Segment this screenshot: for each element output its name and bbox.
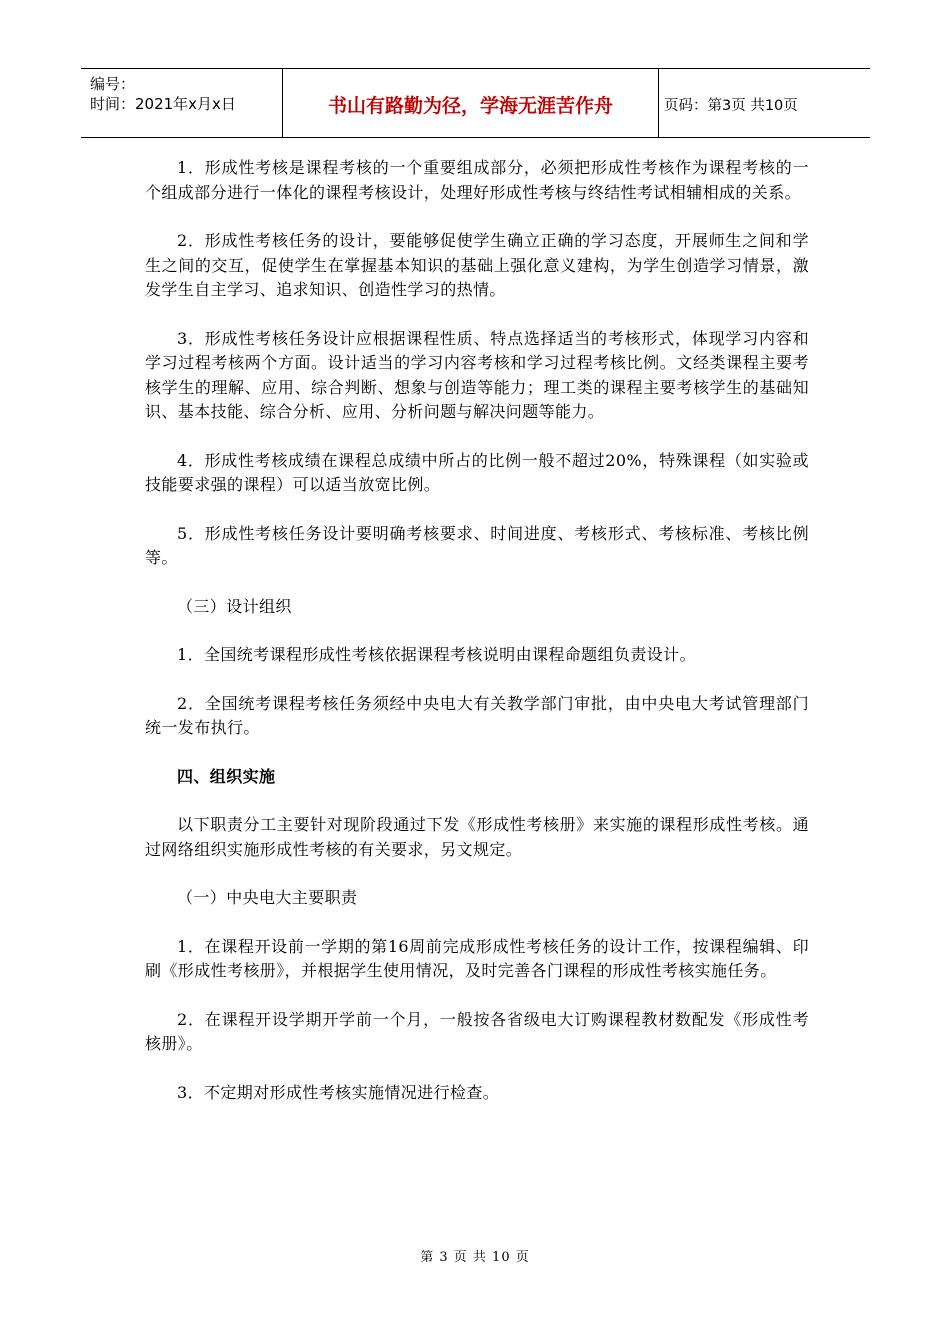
header-motto-cell — [283, 69, 659, 137]
header-page-info: 页码：第3页 共10页 — [664, 98, 798, 114]
header-meta — [81, 69, 283, 137]
page-footer: 第 3 页 共 10 页 — [420, 1250, 530, 1265]
paragraph-4: 4．形成性考核成绩在课程总成绩中所占的比例一般不超过20%，特殊课程（如实验或技能要求强的课程）可以适当放宽比例。 — [145, 450, 809, 494]
document-body — [145, 156, 809, 1129]
paragraph-10: 2．在课程开设学期开学前一个月，一般按各省级电大订购课程教材数配发《形成性考核册》。 — [145, 1009, 809, 1053]
paragraph-6: 1．全国统考课程形成性考核依据课程考核说明由课程命题组负责设计。 — [177, 645, 696, 664]
paragraph-3: 3．形成性考核任务设计应根据课程性质、特点选择适当的考核形式，体现学习内容和学习过程考核两个方面。设计适当的学习内容考核和学习过程考核比例。文经类课程主要考核学生的理解、应用、综合判断、想象与创造等能力；理工类的课程主要考核学生的基础知识、基本技能、综合分析、应用、分析问题与解决问题等能力。 — [145, 328, 809, 421]
page-header — [81, 68, 870, 138]
header-motto: 书山有路勤为径，学海无涯苦作舟 — [327, 95, 613, 117]
number-label: 编号： — [90, 75, 136, 93]
subheading-central-duties: （一）中央电大主要职责 — [177, 888, 358, 907]
time-label: 时间：2021年x月x日 — [90, 95, 236, 113]
paragraph-5: 5．形成性考核任务设计要明确考核要求、时间进度、考核形式、考核标准、考核比例等。 — [145, 523, 809, 567]
section-heading-implementation: 四、组织实施 — [177, 766, 276, 786]
paragraph-11: 3．不定期对形成性考核实施情况进行检查。 — [177, 1082, 500, 1102]
paragraph-1: 1．形成性考核是课程考核的一个重要组成部分，必须把形成性考核作为课程考核的一个组成部分进行一体化的课程考核设计，处理好形成性考核与终结性考试相辅相成的关系。 — [145, 158, 809, 202]
paragraph-8: 以下职责分工主要针对现阶段通过下发《形成性考核册》来实施的课程形成性考核。通过网络组织实施形成性考核的有关要求，另文规定。 — [145, 815, 809, 859]
paragraph-7: 2．全国统考课程考核任务须经中央电大有关教学部门审批，由中央电大考试管理部门统一发布执行。 — [145, 693, 809, 737]
subheading-design-organization: （三）设计组织 — [177, 596, 292, 616]
header-page-info-cell — [664, 69, 870, 137]
paragraph-9: 1．在课程开设前一学期的第16周前完成形成性考核任务的设计工作，按课程编辑、印刷《形成性考核册》，并根据学生使用情况，及时完善各门课程的形成性考核实施任务。 — [145, 936, 809, 980]
paragraph-2: 2．形成性考核任务的设计，要能够促使学生确立正确的学习态度，开展师生之间和学生之间的交互，促使学生在掌握基本知识的基础上强化意义建构，为学生创造学习情景，激发学生自主学习、追求知识、创造性学习的热情。 — [145, 231, 809, 299]
